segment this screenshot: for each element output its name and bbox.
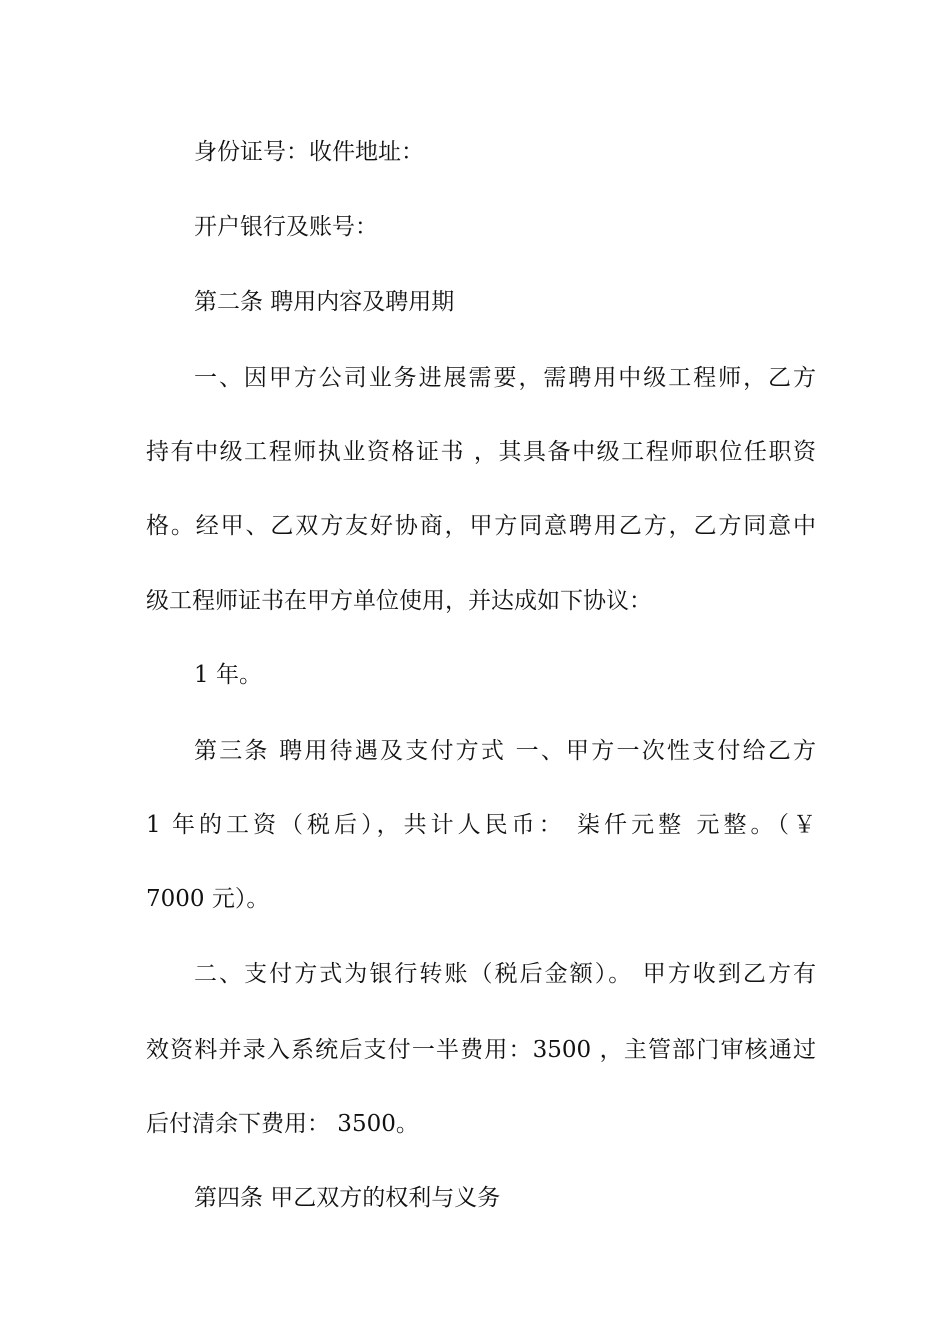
term-line: 1 年。 (194, 662, 262, 688)
paragraph-line: 格。经甲、乙双方友好协商，甲方同意聘用乙方，乙方同意中 (146, 513, 816, 539)
article-four-heading: 第四条 甲乙双方的权利与义务 (194, 1185, 501, 1211)
paragraph-line: 级工程师证书在甲方单位使用，并达成如下协议： (146, 588, 652, 614)
salary-amount-line: 7000 元）。 (146, 886, 270, 912)
paragraph-line: 持有中级工程师执业资格证书 ，其具备中级工程师职位任职资 (146, 439, 816, 465)
salary-line: 1 年的工资（税后），共计人民币： 柒仟元整 元整。（￥ (146, 812, 816, 838)
payment-remainder-line: 后付清余下费用： 3500。 (146, 1111, 419, 1137)
payment-method-line: 二、支付方式为银行转账（税后金额）。 甲方收到乙方有 (194, 961, 816, 987)
bank-account-line: 开户银行及账号： (194, 214, 378, 240)
payment-detail-line: 效资料并录入系统后支付一半费用：3500 ，主管部门审核通过 (146, 1037, 816, 1063)
paragraph-line: 一、因甲方公司业务进展需要，需聘用中级工程师，乙方 (194, 365, 816, 391)
id-and-address-line: 身份证号：收件地址： (194, 139, 424, 165)
article-two-heading: 第二条 聘用内容及聘用期 (194, 289, 455, 315)
article-three-heading: 第三条 聘用待遇及支付方式 一、甲方一次性支付给乙方 (194, 738, 816, 764)
